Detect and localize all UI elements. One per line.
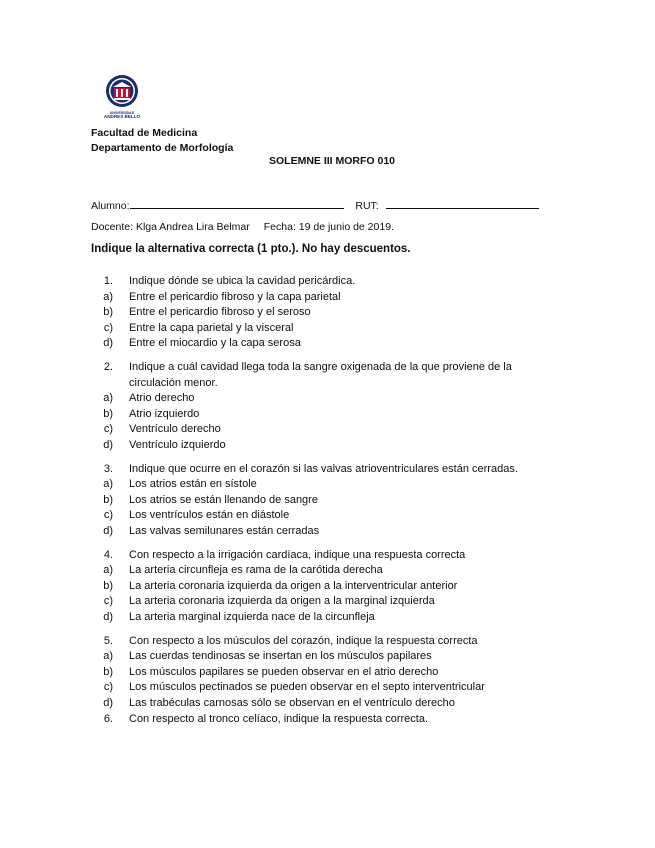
logo-text-line2: ANDRES BELLO (103, 114, 141, 120)
faculty-name: Facultad de Medicina (91, 127, 198, 139)
option-letter: a) (103, 650, 113, 663)
option-letter: d) (103, 439, 113, 451)
rut-field[interactable] (386, 199, 539, 209)
option-letter: d) (103, 611, 113, 623)
option-text: Los ventrículos están en diástole (129, 509, 290, 522)
student-name-field[interactable] (130, 199, 344, 209)
question-text: Indique que ocurre en el corazón si las valvas atrioventriculares están cerradas. (129, 462, 518, 475)
option-text: La arteria marginal izquierda nace de la circunfleja (129, 611, 375, 623)
question-number: 6. (103, 712, 113, 725)
option-letter: a) (103, 290, 113, 303)
student-label: Alumno: (91, 200, 130, 212)
rut-label: RUT: (355, 200, 379, 212)
student-fields-row (91, 199, 539, 212)
teacher-name: Docente: Klga Andrea Lira Belmar (91, 221, 250, 233)
option-letter: b) (103, 665, 113, 678)
option-text: Ventrículo izquierdo (129, 439, 226, 451)
university-logo (103, 74, 141, 120)
institution-block (91, 126, 233, 156)
option-letter: c) (103, 595, 113, 608)
question-number: 2. (103, 361, 113, 373)
option-letter: a) (103, 392, 113, 405)
logo-text-line1: UNIVERSIDAD (109, 111, 135, 115)
option-letter: c) (103, 321, 113, 334)
option-text: Entre la capa parietal y la visceral (129, 321, 294, 334)
option-text: Entre el miocardio y la capa serosa (129, 337, 301, 350)
option-text: Los músculos papilares se pueden observar en el atrio derecho (129, 665, 439, 678)
question-number: 3. (103, 462, 113, 475)
option-text: Entre el pericardio fibroso y el seroso (129, 306, 311, 319)
option-text: Las cuerdas tendinosas se insertan en los músculos papilares (129, 650, 432, 663)
question-text: circulación menor. (129, 376, 218, 389)
question-number: 5. (103, 634, 113, 647)
option-letter: a) (103, 564, 113, 577)
option-text: Atrio derecho (129, 392, 195, 405)
option-letter: a) (103, 478, 113, 491)
option-text: Entre el pericardio fibroso y la capa parietal (129, 290, 341, 303)
option-text: Los atrios están en sístole (129, 478, 257, 491)
option-text: Los atrios se están llenando de sangre (129, 493, 318, 506)
department-name: Departamento de Morfología (91, 142, 234, 154)
option-text: La arteria circunfleja es rama de la carótida derecha (129, 564, 383, 577)
option-letter: b) (103, 579, 113, 592)
exam-title: SOLEMNE III MORFO 010 (269, 155, 396, 167)
question-text: Con respecto a la irrigación cardíaca, indique una respuesta correcta (129, 548, 466, 561)
exam-date: Fecha: 19 de junio de 2019. (263, 221, 394, 233)
option-letter: c) (103, 423, 113, 436)
teacher-date-row (91, 221, 394, 233)
option-letter: d) (103, 337, 113, 350)
option-letter: b) (103, 306, 113, 319)
option-text: Las valvas semilunares están cerradas (129, 525, 320, 537)
university-seal-icon (103, 74, 141, 110)
question-text: Con respecto al tronco celíaco, indique la respuesta correcta. (129, 712, 428, 725)
question-text: Con respecto a los músculos del corazón, indique la respuesta correcta (129, 634, 478, 647)
instructions: Indique la alternativa correcta (1 pto.). No hay descuentos. (91, 243, 411, 255)
option-text: Ventrículo derecho (129, 423, 221, 436)
option-letter: d) (103, 525, 113, 537)
question-number: 4. (103, 548, 113, 561)
option-letter: d) (103, 697, 113, 709)
option-text: La arteria coronaria izquierda da origen a la marginal izquierda (129, 595, 435, 608)
option-text: Atrio izquierdo (129, 407, 200, 420)
option-letter: b) (103, 407, 113, 420)
option-letter: b) (103, 493, 113, 506)
question-text: Indique a cuál cavidad llega toda la sangre oxigenada de la que proviene de la (129, 361, 512, 373)
question-number: 1. (103, 275, 113, 287)
option-text: Los músculos pectinados se pueden observar en el septo interventricular (129, 681, 485, 694)
option-letter: c) (103, 509, 113, 522)
option-text: La arteria coronaria izquierda da origen a la interventricular anterior (129, 579, 458, 592)
option-text: Las trabéculas carnosas sólo se observan en el ventrículo derecho (129, 697, 455, 709)
option-letter: c) (103, 681, 113, 694)
question-text: Indique dónde se ubica la cavidad pericárdica. (129, 275, 356, 287)
